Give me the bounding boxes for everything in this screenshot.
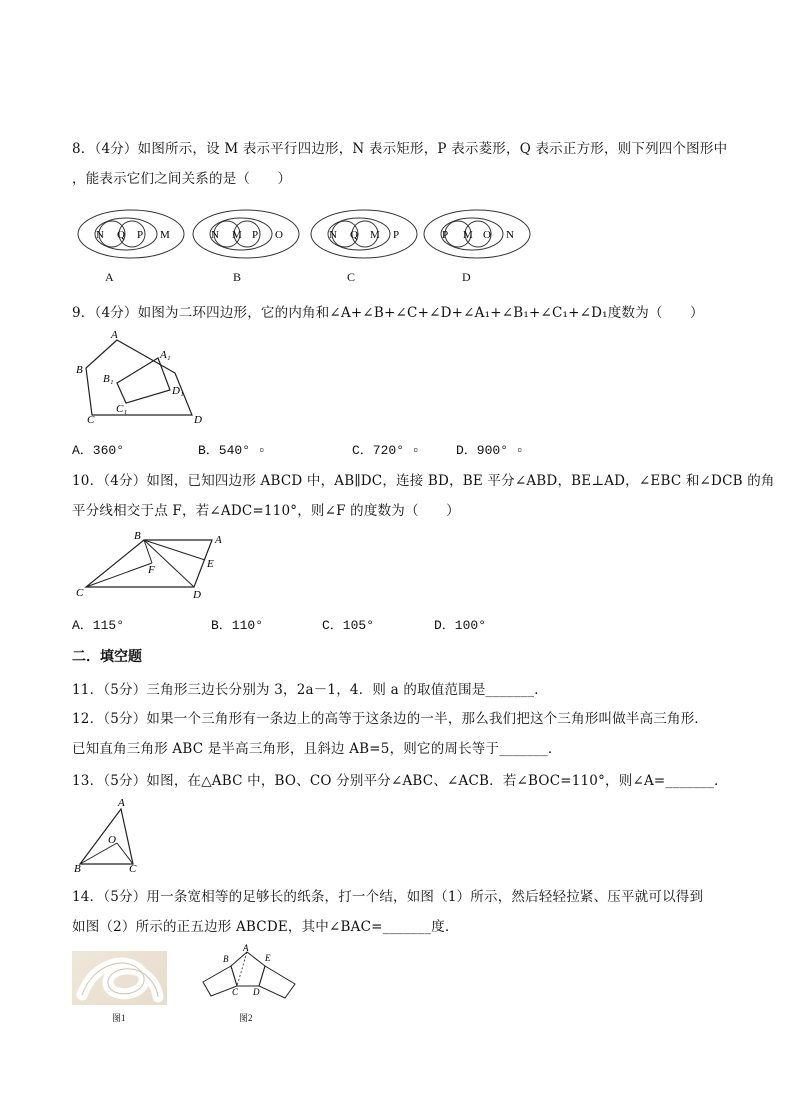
q8-line1: 8．（4分）如图所示，设 M 表示平行四边形，N 表示矩形，P 表示菱形，Q 表示正方形，则下列四个图形中 (72, 141, 728, 157)
q9-label-d1: D₁ (172, 385, 184, 397)
q10-label-c: C (76, 587, 84, 599)
venn-b-label-3: P (252, 229, 259, 241)
q9-label-b1: B₁ (103, 373, 114, 385)
q9-label-b: B (76, 364, 83, 376)
q10-label-f: F (148, 564, 155, 576)
q10-label-b: B (134, 530, 141, 542)
q8-venn-a (76, 206, 186, 266)
q10-label-d: D (193, 589, 201, 601)
section-title-fill-in: 二．填空题 (72, 649, 142, 665)
q13-triangle-figure (72, 797, 142, 875)
q13-label-b: B (74, 863, 81, 875)
q10-option-a: A．115° (72, 618, 125, 633)
q14-label-d: D (253, 987, 260, 997)
q13-text: 13．（5分）如图，在△ABC 中，BO、CO 分别平分∠ABC、∠ACB．若∠BOC=110°，则∠A=_______． (72, 773, 728, 789)
q10-trapezoid-figure (72, 530, 242, 605)
q10-option-d: D．100° (434, 618, 487, 633)
q8-venn-d (422, 206, 532, 266)
q8-choice-d: D (462, 270, 471, 284)
q10-label-e: E (207, 558, 214, 570)
q9-option-d: D．900° ▫ (456, 443, 524, 458)
q9-label-a: A (111, 329, 118, 341)
q8-choice-a: A (105, 270, 114, 284)
venn-d-label-4: N (506, 229, 514, 241)
q14-label-b: B (223, 954, 229, 964)
q9-option-a: A．360° (72, 443, 125, 458)
q14-line2: 如图（2）所示的正五边形 ABCDE，其中∠BAC=_______度． (72, 919, 459, 935)
q14-fig1-caption: 图1 (112, 1013, 126, 1023)
q8-choice-b: B (233, 270, 242, 284)
q13-label-a: A (118, 797, 125, 809)
venn-d-label-1: P (442, 229, 449, 241)
venn-d-label-3: O (483, 229, 491, 241)
venn-a-label-2: Q (117, 229, 125, 241)
paper-knot-photo (72, 951, 167, 1005)
venn-d-label-2: M (463, 229, 473, 241)
q12-line2: 已知直角三角形 ABC 是半高三角形，且斜边 AB=5，则它的周长等于_______． (72, 741, 562, 757)
q14-label-e: E (265, 953, 271, 963)
venn-b-label-4: O (275, 229, 283, 241)
q13-label-c: C (129, 863, 137, 875)
q14-fig2-caption: 图2 (239, 1013, 253, 1023)
q8-line2: ，能表示它们之间关系的是（ ） (72, 171, 292, 187)
q9-line1: 9．（4分）如图为二环四边形，它的内角和∠A+∠B+∠C+∠D+∠A₁+∠B₁+∠C₁+∠D₁度数为（ ） (72, 305, 704, 321)
q10-line2: 平分线相交于点 F，若∠ADC=110°，则∠F 的度数为（ ） (72, 503, 460, 519)
q10-line1: 10．（4分）如图，已知四边形 ABCD 中，AB∥DC，连接 BD，BE 平分∠ABD，BE⊥AD，∠EBC 和∠DCB 的角 (72, 473, 775, 489)
q10-option-c: C．105° (322, 618, 375, 633)
venn-c-label-4: P (393, 229, 400, 241)
q14-line1: 14．（5分）用一条宽相等的足够长的纸条，打一个结，如图（1）所示，然后轻轻拉紧、压平就可以得到 (72, 889, 704, 905)
q11-text: 11．（5分）三角形三边长分别为 3，2a－1，4．则 a 的取值范围是_______． (72, 682, 548, 698)
q9-double-quadrilateral-figure (70, 328, 210, 426)
venn-c-label-2: Q (350, 229, 358, 241)
venn-b-label-2: M (232, 229, 242, 241)
q14-pentagon-figure (197, 944, 302, 1006)
venn-b-label-1: N (211, 229, 219, 241)
q14-label-a: A (243, 943, 249, 953)
q9-label-c1: C₁ (116, 403, 128, 415)
q10-option-b: B．110° (211, 618, 264, 633)
q10-label-a: A (215, 534, 222, 546)
q8-choice-c: C (347, 270, 356, 284)
venn-a-label-1: N (96, 229, 104, 241)
q9-label-c: C (87, 414, 95, 426)
venn-c-label-3: M (370, 229, 380, 241)
q8-venn-b (191, 206, 301, 266)
q13-label-o: O (108, 834, 116, 846)
venn-c-label-1: N (329, 229, 337, 241)
venn-a-label-3: P (137, 229, 144, 241)
q9-option-b: B．540° ▫ (198, 443, 266, 458)
q9-label-a1: A₁ (160, 349, 171, 361)
q9-label-d: D (194, 414, 202, 426)
q9-option-c: C．720° ▫ (352, 443, 420, 458)
q8-venn-c (309, 206, 419, 266)
q12-line1: 12．（5分）如果一个三角形有一条边上的高等于这条边的一半，那么我们把这个三角形叫做半高三角形． (72, 711, 709, 727)
venn-a-label-4: M (160, 229, 170, 241)
q14-label-c: C (232, 987, 239, 997)
